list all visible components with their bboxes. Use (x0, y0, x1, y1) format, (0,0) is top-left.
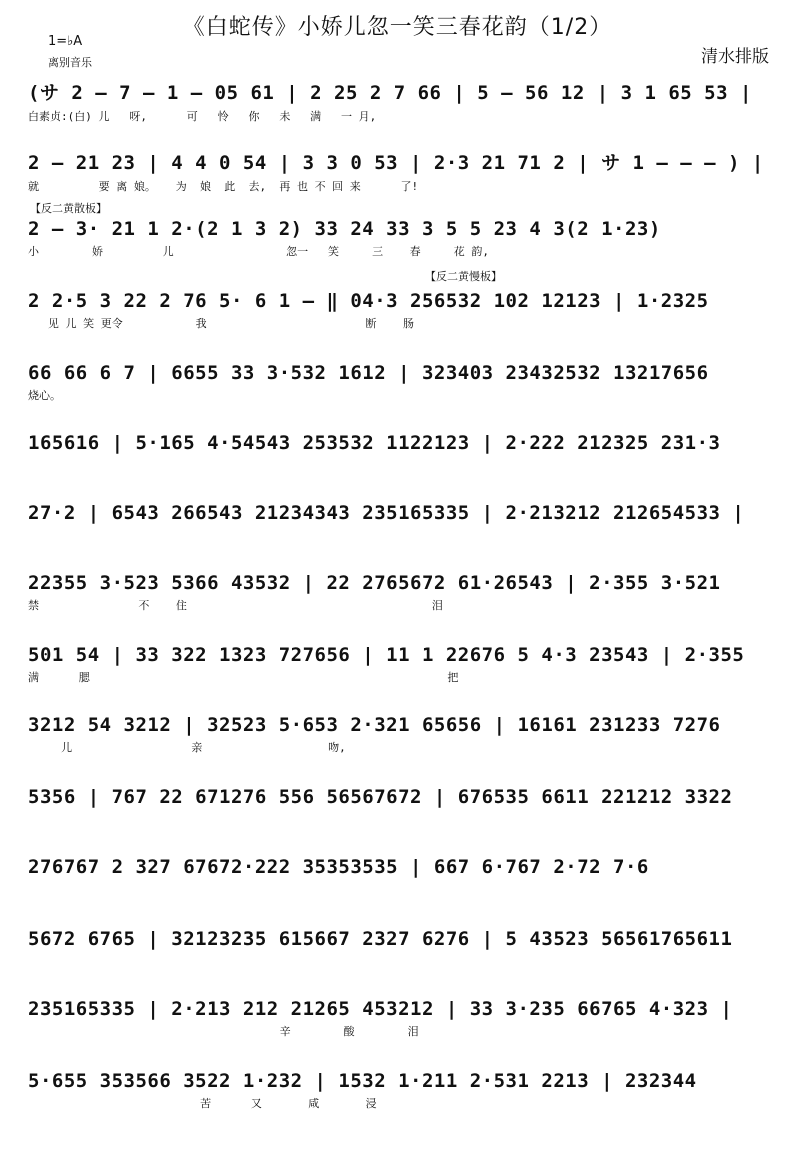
score-line-2 (28, 148, 773, 194)
notation-row: 5·655 353566 3522 1·232 | 1532 1·211 2·531 2213 | 232344 (28, 1070, 697, 1092)
score-line-14 (28, 998, 773, 1039)
notation-row: 22355 3·523 5366 43532 | 22 2765672 61·26543 | 2·355 3·521 (28, 572, 721, 594)
score-line-1 (28, 78, 773, 124)
score-line-12 (28, 856, 773, 881)
notation-row: 501 54 | 33 322 1323 727656 | 11 1 22676 5 4·3 23543 | 2·355 (28, 644, 745, 666)
score-line-4 (28, 290, 773, 331)
score-line-8 (28, 572, 773, 613)
notation-row: 5672 6765 | 32123235 615667 2327 6276 | 5 43523 56561765611 (28, 928, 733, 950)
lyrics-row: 烧心。 (28, 389, 61, 402)
section-label-manban: 【反二黄慢板】 (425, 270, 502, 283)
notation-row: (サ 2 – 7 – 1 – 05 61 | 2 25 2 7 66 | 5 – 56 12 | 3 1 65 53 | (28, 82, 752, 104)
section-label-sanban: 【反二黄散板】 (30, 202, 107, 215)
lyrics-row: 辛 酸 泪 (28, 1025, 419, 1038)
score-line-5 (28, 362, 773, 403)
notation-row: 276767 2 327 67672·222 35353535 | 667 6·767 2·72 7·6 (28, 856, 649, 878)
notation-row: 165616 | 5·165 4·54543 253532 1122123 | 2·222 212325 231·3 (28, 432, 721, 454)
notation-row: 5356 | 767 22 671276 556 56567672 | 676535 6611 221212 3322 (28, 786, 733, 808)
score-line-3 (28, 218, 773, 259)
score-line-7 (28, 502, 773, 527)
lyrics-row: 白素贞:(白) 儿 呀, 可 怜 你 未 满 一 月, (28, 110, 377, 123)
intro-label: 离别音乐 (48, 56, 92, 69)
lyrics-row: 小 娇 儿 忽一 笑 三 春 花 韵, (28, 245, 489, 258)
key-signature: 1=♭A (48, 34, 83, 49)
notation-row: 2 – 21 23 | 4 4 0 54 | 3 3 0 53 | 2·3 21 71 2 | サ 1 – – – ) | (28, 152, 764, 174)
page-title: 《白蛇传》小娇儿忽一笑三春花韵（1/2） (182, 15, 613, 40)
lyrics-row: 就 要 离 娘。 为 娘 此 去, 再 也 不 回 来 了! (28, 180, 419, 193)
notation-row: 27·2 | 6543 266543 21234343 235165335 | 2·213212 212654533 | (28, 502, 745, 524)
lyrics-row: 满 腮 把 (28, 671, 459, 684)
score-line-11 (28, 786, 773, 811)
lyrics-row: 儿 亲 吻, (28, 741, 346, 754)
score-line-15 (28, 1070, 773, 1111)
notation-row: 2 2·5 3 22 2 76 5· 6 1 – ‖ 04·3 256532 102 12123 | 1·2325 (28, 290, 709, 312)
score-line-13 (28, 928, 773, 953)
notation-row: 3212 54 3212 | 32523 5·653 2·321 65656 | 16161 231233 7276 (28, 714, 721, 736)
editor-credit: 清水排版 (701, 47, 769, 67)
lyrics-row: 禁 不 住 泪 (28, 599, 443, 612)
lyrics-row: 见 儿 笑 更令 我 断 肠 (28, 317, 415, 330)
notation-row: 66 66 6 7 | 6655 33 3·532 1612 | 323403 23432532 13217656 (28, 362, 709, 384)
score-line-6 (28, 432, 773, 457)
notation-row: 2 – 3· 21 1 2·(2 1 3 2) 33 24 33 3 5 5 23 4 3(2 1·23) (28, 218, 661, 240)
lyrics-row: 苦 又 咸 浸 (28, 1097, 377, 1110)
score-line-9 (28, 644, 773, 685)
score-line-10 (28, 714, 773, 755)
notation-row: 235165335 | 2·213 212 21265 453212 | 33 3·235 66765 4·323 | (28, 998, 733, 1020)
